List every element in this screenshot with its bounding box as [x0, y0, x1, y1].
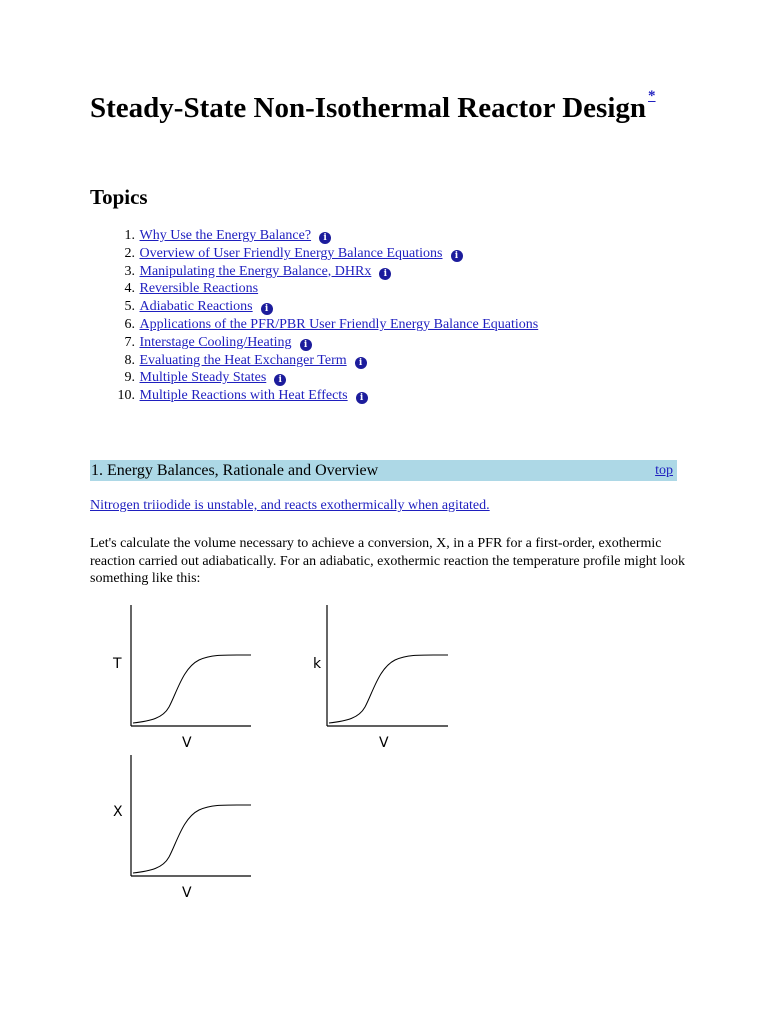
plot-x-vs-v — [106, 750, 256, 900]
info-icon[interactable]: i — [261, 303, 273, 315]
plot-y-label: T — [113, 656, 122, 672]
plot-x-label: V — [379, 735, 389, 751]
list-item — [90, 298, 538, 316]
page-title — [90, 88, 656, 125]
topic-link-multiple-reactions-heat[interactable]: Multiple Reactions with Heat Effects — [139, 388, 348, 404]
plot-x-label: V — [182, 885, 192, 901]
list-item — [90, 245, 538, 263]
plot-x-label: V — [182, 735, 192, 751]
plot-curve — [329, 655, 448, 723]
topic-link-pfr-pbr-applications[interactable]: Applications of the PFR/PBR User Friendly Energy Balance Equations — [139, 316, 539, 332]
topic-number: 7. — [124, 334, 135, 350]
topic-number: 6. — [124, 316, 135, 332]
topic-link-overview-equations[interactable]: Overview of User Friendly Energy Balance Equations — [139, 245, 443, 261]
topic-link-heat-exchanger-term[interactable]: Evaluating the Heat Exchanger Term — [139, 352, 347, 368]
topic-number: 5. — [124, 299, 135, 315]
topics-heading: Topics — [90, 185, 148, 209]
topic-number: 2. — [124, 245, 135, 261]
topic-number: 4. — [124, 281, 135, 297]
topic-number: 1. — [124, 228, 135, 243]
list-item — [90, 263, 538, 281]
topics-list — [90, 227, 538, 405]
page-title-text: Steady-State Non-Isothermal Reactor Design — [90, 92, 647, 124]
topic-number: 9. — [124, 370, 135, 386]
list-item — [90, 280, 538, 298]
info-icon[interactable]: i — [274, 374, 286, 386]
topic-link-interstage-cooling[interactable]: Interstage Cooling/Heating — [139, 334, 292, 350]
footnote-link[interactable]: * — [648, 88, 656, 104]
plot-x-vs-v-graphic — [106, 750, 256, 900]
info-icon[interactable]: i — [379, 268, 391, 280]
body-paragraph: Let's calculate the volume necessary to achieve a conversion, X, in a PFR for a first-order, exothermic reaction carried out adiabatically. For an adiabatic, exothermic reaction the temperature profile might look something like this: — [90, 536, 686, 586]
plot-k-vs-v — [303, 600, 453, 750]
plot-curve — [133, 655, 251, 723]
plot-curve — [133, 805, 251, 873]
topic-link-manipulating-energy-balance[interactable]: Manipulating the Energy Balance, DHRx — [139, 263, 372, 279]
topic-link-multiple-steady-states[interactable]: Multiple Steady States — [139, 370, 267, 386]
plot-k-vs-v-graphic — [303, 600, 453, 750]
list-item — [90, 316, 538, 334]
info-icon[interactable]: i — [300, 339, 312, 351]
plot-t-vs-v-graphic — [106, 600, 256, 750]
topic-link-adiabatic-reactions[interactable]: Adiabatic Reactions — [139, 299, 253, 315]
topic-number: 8. — [124, 352, 135, 368]
list-item — [90, 352, 538, 370]
info-icon[interactable]: i — [356, 392, 368, 404]
top-link[interactable]: top — [655, 463, 673, 478]
plot-t-vs-v — [106, 600, 256, 750]
list-item — [90, 227, 538, 245]
list-item — [90, 387, 538, 405]
info-icon[interactable]: i — [355, 357, 367, 369]
info-icon[interactable]: i — [451, 250, 463, 262]
section-title: 1. Energy Balances, Rationale and Overview — [91, 462, 379, 479]
topic-number: 10. — [117, 388, 135, 404]
nitrogen-triiodide-link[interactable]: Nitrogen triiodide is unstable, and reacts exothermically when agitated. — [90, 498, 490, 513]
topic-link-reversible-reactions[interactable]: Reversible Reactions — [139, 281, 259, 297]
topic-number: 3. — [124, 263, 135, 279]
list-item — [90, 334, 538, 352]
plot-y-label: X — [113, 804, 123, 820]
plot-y-label: k — [313, 656, 322, 672]
topic-link-why-energy-balance[interactable]: Why Use the Energy Balance? — [139, 228, 312, 243]
list-item — [90, 369, 538, 387]
section-header-bar — [90, 460, 677, 481]
info-icon[interactable]: i — [319, 232, 331, 244]
